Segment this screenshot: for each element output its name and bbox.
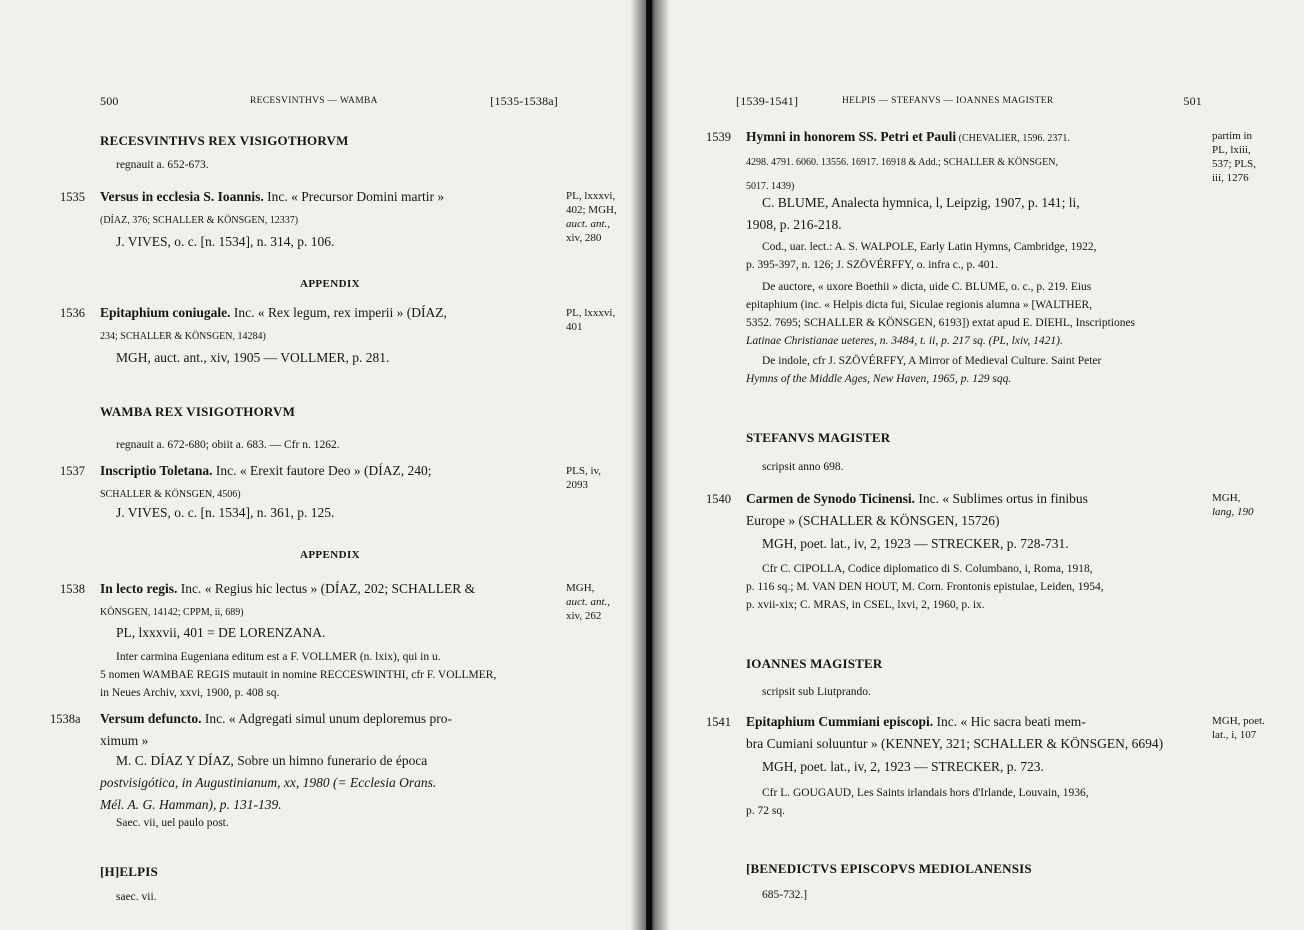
left-page-number: 500: [100, 94, 119, 108]
right-page: [652, 0, 1304, 930]
entry-refs: SCHALLER & KÖNSGEN, 4506): [100, 489, 241, 500]
ref-line: M. C. DÍAZ Y DÍAZ, Sobre un himno funerario de época: [116, 753, 428, 768]
side-line: MGH,: [1212, 492, 1241, 504]
entry-side-ref: [566, 189, 617, 245]
entry-side-ref: [1212, 129, 1256, 185]
note-line: epitaphium (inc. « Helpis dicta fui, Siculae regionis alumna » [WALTHER,: [746, 299, 1093, 311]
side-line: 401: [566, 321, 583, 333]
entry-1540: [746, 488, 1206, 532]
side-line: PLS, iv,: [566, 465, 602, 477]
note-line: Inter carmina Eugeniana editum est a F. VOLLMER (n. lxix), qui in u.: [116, 651, 441, 663]
section-heading: WAMBA REX VISIGOTHORVM: [100, 404, 296, 419]
section-heading: [H]ELPIS: [100, 864, 158, 879]
ref-line: Mél. A. G. Hamman), p. 131-139.: [100, 797, 282, 812]
side-line: xiv, 262: [566, 610, 602, 622]
entry-number: 1540: [706, 492, 731, 506]
entry-title: Carmen de Synodo Ticinensi.: [746, 491, 916, 506]
entry-1536: [100, 302, 560, 348]
entry-side-ref: [566, 306, 615, 334]
note-line: Cfr C. CIPOLLA, Codice diplomatico di S. Columbano, i, Roma, 1918,: [762, 563, 1093, 575]
note-line: De auctore, « uxore Boethii » dicta, uide C. BLUME, o. c., p. 219. Eius: [762, 281, 1092, 293]
entry-title: Versus in ecclesia S. Ioannis.: [100, 189, 264, 204]
note-line: p. 72 sq.: [746, 805, 785, 817]
note-line: 5352. 7695; SCHALLER & KÖNSGEN, 6193]) extat apud E. DIEHL, Inscriptiones: [746, 317, 1136, 329]
entry-1539: [746, 126, 1206, 198]
entry-number: 1537: [60, 464, 85, 478]
entry-edition: MGH, poet. lat., iv, 2, 1923 — STRECKER, p. 728-731.: [762, 536, 1069, 551]
entry-edition: [100, 750, 560, 816]
note-line: Cod., uar. lect.: A. S. WALPOLE, Early Latin Hymns, Cambridge, 1922,: [762, 241, 1097, 253]
entry-incipit: Inc. « Hic sacra beati mem-: [933, 714, 1086, 729]
entry-number: 1535: [60, 190, 85, 204]
entry-incipit-cont: ximum »: [100, 733, 149, 748]
entry-side-ref: [1212, 714, 1265, 742]
entry-refs: 234; SCHALLER & KÖNSGEN, 14284): [100, 331, 266, 342]
side-line: PL, lxxxvi,: [566, 307, 616, 319]
entry-1541: [746, 711, 1206, 755]
entry-note: [746, 560, 1206, 614]
left-range: [1535-1538a]: [490, 94, 558, 108]
entry-edition: PL, lxxxvii, 401 = DE LORENZANA.: [116, 625, 326, 640]
entry-note: Saec. vii, uel paulo post.: [116, 817, 229, 829]
entry-side-ref: [1212, 491, 1254, 519]
side-line: auct. ant.,: [566, 596, 610, 608]
side-line: xiv, 280: [566, 232, 602, 244]
entry-note: [746, 784, 1206, 820]
entry-title: Versum defuncto.: [100, 711, 202, 726]
side-line: PL, lxxxvi,: [566, 190, 616, 202]
entry-side-ref: [566, 581, 610, 623]
note-line: p. 116 sq.; M. VAN DEN HOUT, M. Corn. Frontonis epistulae, Leiden, 1954,: [746, 581, 1104, 593]
ref-line: C. BLUME, Analecta hymnica, l, Leipzig, 1907, p. 141; li,: [762, 195, 1080, 210]
side-line: partim in: [1212, 130, 1253, 142]
entry-number: 1538: [60, 582, 85, 596]
entry-note: [746, 238, 1206, 274]
note-line: Hymns of the Middle Ages, New Haven, 1965, p. 129 sqq.: [746, 373, 1012, 385]
right-range: [1539-1541]: [736, 94, 799, 108]
section-heading: [BENEDICTVS EPISCOPVS MEDIOLANENSIS: [746, 861, 1032, 876]
side-line: lat., i, 107: [1212, 729, 1257, 741]
entry-refs: bra Cumiani soluuntur » (KENNEY, 321; SCHALLER & KÖNSGEN, 6694): [746, 736, 1164, 751]
section-heading: STEFANVS MAGISTER: [746, 430, 891, 445]
entry-number: 1541: [706, 715, 731, 729]
side-line: 2093: [566, 479, 588, 491]
entry-number: 1536: [60, 306, 85, 320]
ref-line: 1908, p. 216-218.: [746, 217, 842, 232]
entry-incipit: Inc. « Regius hic lectus » (DÍAZ, 202; SCHALLER &: [177, 581, 476, 596]
entry-edition: J. VIVES, o. c. [n. 1534], n. 314, p. 106.: [116, 234, 335, 249]
entry-title: Epitaphium coniugale.: [100, 305, 231, 320]
entry-edition: MGH, auct. ant., xiv, 1905 — VOLLMER, p. 281.: [116, 350, 390, 365]
appendix-heading: APPENDIX: [299, 549, 361, 561]
left-running-title: RECESVINTHVS — WAMBA: [250, 96, 378, 106]
section-heading: IOANNES MAGISTER: [746, 656, 883, 671]
left-page: [0, 0, 646, 930]
note-line: 5 nomen WAMBAE REGIS mutauit in nomine RECCESWINTHI, cfr F. VOLLMER,: [100, 669, 497, 681]
section-heading: RECESVINTHVS REX VISIGOTHORVM: [100, 133, 349, 148]
section-subtext: scripsit anno 698.: [762, 461, 844, 473]
entry-incipit: Inc. « Erexit fautore Deo » (DÍAZ, 240;: [212, 463, 432, 478]
section-subtext: 685-732.]: [762, 889, 808, 901]
note-line: Cfr L. GOUGAUD, Les Saints irlandais hors d'Irlande, Louvain, 1936,: [762, 787, 1089, 799]
entry-incipit: Inc. « Rex legum, rex imperii » (DÍAZ,: [230, 305, 447, 320]
note-line: Latinae Christianae ueteres, n. 3484, t. ii, p. 217 sq. (PL, lxiv, 1421).: [746, 335, 1063, 347]
note-line: De indole, cfr J. SZÖVÉRFFY, A Mirror of Medieval Culture. Saint Peter: [762, 355, 1102, 367]
entry-side-ref: [566, 464, 601, 492]
side-line: auct. ant.,: [566, 218, 610, 230]
entry-incipit: (CHEVALIER, 1596. 2371.: [956, 133, 1070, 144]
right-page-number: 501: [1183, 94, 1202, 108]
note-line: in Neues Archiv, xxvi, 1900, p. 408 sq.: [100, 687, 280, 699]
side-line: 402; MGH,: [566, 204, 617, 216]
side-line: MGH, poet.: [1212, 715, 1265, 727]
entry-edition: MGH, poet. lat., iv, 2, 1923 — STRECKER, p. 723.: [762, 759, 1044, 774]
entry-title: Hymni in honorem SS. Petri et Pauli: [746, 129, 957, 144]
entry-note: [100, 648, 560, 702]
entry-number: 1538a: [50, 712, 81, 726]
side-line: 537; PLS,: [1212, 158, 1257, 170]
entry-title: In lecto regis.: [100, 581, 178, 596]
entry-incipit: Inc. « Adgregati simul unum deploremus pro-: [201, 711, 452, 726]
appendix-heading: APPENDIX: [299, 278, 361, 290]
entry-edition: J. VIVES, o. c. [n. 1534], n. 361, p. 125.: [116, 505, 335, 520]
note-line: p. 395-397, n. 126; J. SZÖVÉRFFY, o. infra c., p. 401.: [746, 259, 999, 271]
entry-1537: [100, 460, 560, 506]
entry-refs: 4298. 4791. 6060. 13556. 16917. 16918 & Add.; SCHALLER & KÖNSGEN,: [746, 157, 1058, 168]
entry-refs: Europe » (SCHALLER & KÖNSGEN, 15726): [746, 513, 1000, 528]
entry-1535: [100, 186, 560, 232]
entry-1538a: [100, 708, 560, 752]
entry-1538: [100, 578, 560, 624]
entry-note: [746, 278, 1206, 350]
entry-incipit: Inc. « Sublimes ortus in finibus: [915, 491, 1088, 506]
entry-title: Inscriptio Toletana.: [100, 463, 213, 478]
note-line: p. xvii-xix; C. MRAS, in CSEL, lxvi, 2, 1960, p. ix.: [746, 599, 985, 611]
entry-refs: 5017. 1439): [746, 181, 795, 192]
side-line: lang, 190: [1212, 506, 1254, 518]
section-subtext: saec. vii.: [116, 891, 157, 903]
right-running-title: HELPIS — STEFANVS — IOANNES MAGISTER: [842, 96, 1054, 106]
entry-note: [746, 352, 1206, 388]
entry-edition: [746, 192, 1206, 236]
side-line: MGH,: [566, 582, 595, 594]
side-line: iii, 1276: [1212, 172, 1249, 184]
side-line: PL, lxiii,: [1212, 144, 1251, 156]
section-subtext: regnauit a. 652-673.: [116, 159, 209, 171]
entry-refs: KÖNSGEN, 14142; CPPM, ii, 689): [100, 607, 244, 618]
entry-refs: (DÍAZ, 376; SCHALLER & KÖNSGEN, 12337): [100, 215, 299, 226]
entry-incipit: Inc. « Precursor Domini martir »: [263, 189, 445, 204]
section-subtext: scripsit sub Liutprando.: [762, 686, 871, 698]
entry-title: Epitaphium Cummiani episcopi.: [746, 714, 934, 729]
entry-number: 1539: [706, 130, 731, 144]
section-subtext: regnauit a. 672-680; obiit a. 683. — Cfr n. 1262.: [116, 439, 340, 451]
ref-line: postvisigótica, in Augustinianum, xx, 1980 (= Ecclesia Orans.: [100, 775, 437, 790]
